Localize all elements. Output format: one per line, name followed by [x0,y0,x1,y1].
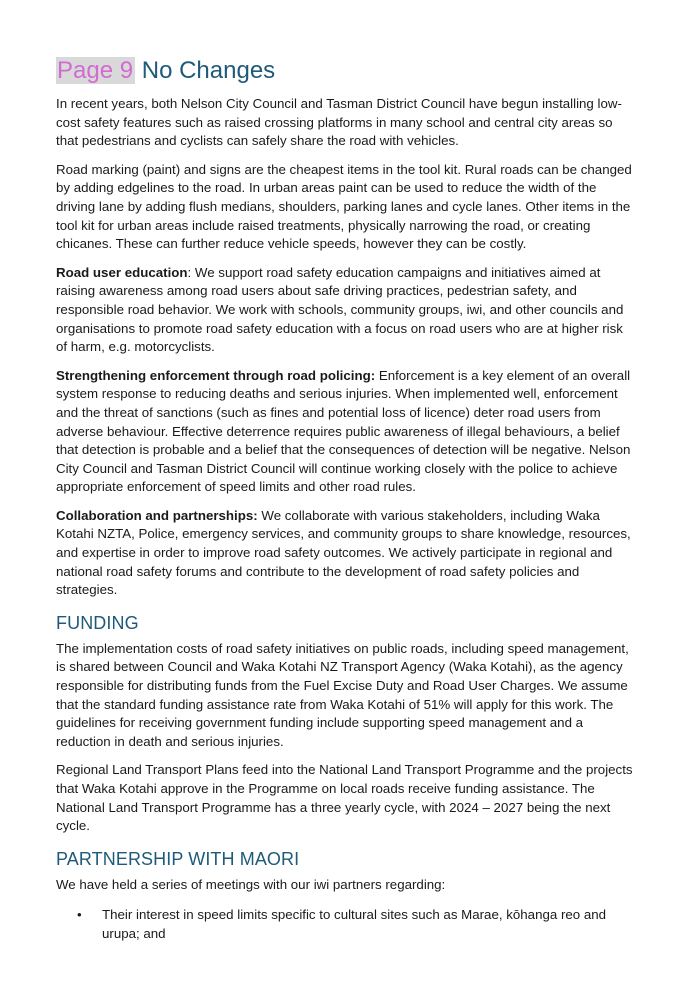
collaboration-text: We collaborate with various stakeholders, including Waka Kotahi NZTA, Police, emergency services, and community groups to share knowledge, resources, and expertise in order to improve road safety outcomes. We actively participate in regional and national road safety forums and contribute to the development of road safety policies and strategies. [56,507,631,598]
page-heading-title: No Changes [141,57,276,84]
bullet-icon: • [77,907,82,923]
list-item [56,906,636,943]
paragraph-enforcement [56,367,636,497]
paragraph-partnership-intro: We have held a series of meetings with our iwi partners regarding: [56,876,446,892]
paragraph-road-marking: Road marking (paint) and signs are the cheapest items in the tool kit. Rural roads can be changed by adding edgelines to the road. In urban areas paint can be used to reduce the width of the driving lane by adding flush medians, shoulders, parking lanes and cycle lanes. Other items in the tool kit for urban areas include raised treatments, physically narrowing the road, or creating chicanes. These can further reduce vehicle speeds, however they can be costly. [56,161,632,252]
list-item-text: Their interest in speed limits specific to cultural sites such as Marae, kōhanga reo and urupa; and [102,907,607,941]
paragraph-low-cost-safety: In recent years, both Nelson City Council and Tasman District Council have begun installing low-cost safety features such as raised crossing platforms in many school and central city areas so that pedestrians and cyclists can safely share the road with vehicles. [56,96,622,149]
bullet-list [56,906,636,943]
enforcement-text: Enforcement is a key element of an overall system response to reducing deaths and serious injuries. When implemented well, enforcement and the threat of sanctions (such as fines and potential loss of licence) deter road users from adverse behaviour. Effective deterrence requires public awareness of illegal behaviours, a belief that detection is probable and a belief that the consequences of detection will be negative. Nelson City Council and Tasman District Council will continue working closely with the police to achieve appropriate enforcement of speed limits and other road rules. [56,367,631,495]
paragraph-funding-costs: The implementation costs of road safety initiatives on public roads, including speed management, is shared between Council and Waka Kotahi NZ Transport Agency (Waka Kotahi), as the agency responsible for distributing funds from the Fuel Excise Duty and Road User Charges. We assume that the standard funding assistance rate from Waka Kotahi of 51% will apply for this work. The guidelines for receiving government funding include supporting speed management and a reduction in death and serious injuries. [56,640,629,749]
page-content [56,55,636,944]
funding-heading: FUNDING [56,612,139,633]
page-heading [56,55,636,87]
partnership-heading: PARTNERSHIP WITH MAORI [56,848,300,869]
collaboration-label: Collaboration and partnerships: [56,507,258,523]
road-user-education-label: Road user education [56,264,188,280]
page-tag: Page 9 [57,57,134,84]
paragraph-road-user-education [56,264,636,357]
paragraph-collaboration [56,507,636,600]
paragraph-land-transport: Regional Land Transport Plans feed into the National Land Transport Programme and the projects that Waka Kotahi approve in the Programme on local roads receive funding assistance. The National Land Transport Programme has a three yearly cycle, with 2024 – 2027 being the next cycle. [56,762,633,834]
enforcement-label: Strengthening enforcement through road policing: [56,367,376,383]
road-user-education-text: : We support road safety education campaigns and initiatives aimed at raising awareness among road users about safe driving practices, pedestrian safety, and responsible road behavior. We work with schools, community groups, iwi, and other councils and organisations to promote road safety education with a focus on road users who are at higher risk of harm, e.g. motorcyclists. [56,264,624,355]
